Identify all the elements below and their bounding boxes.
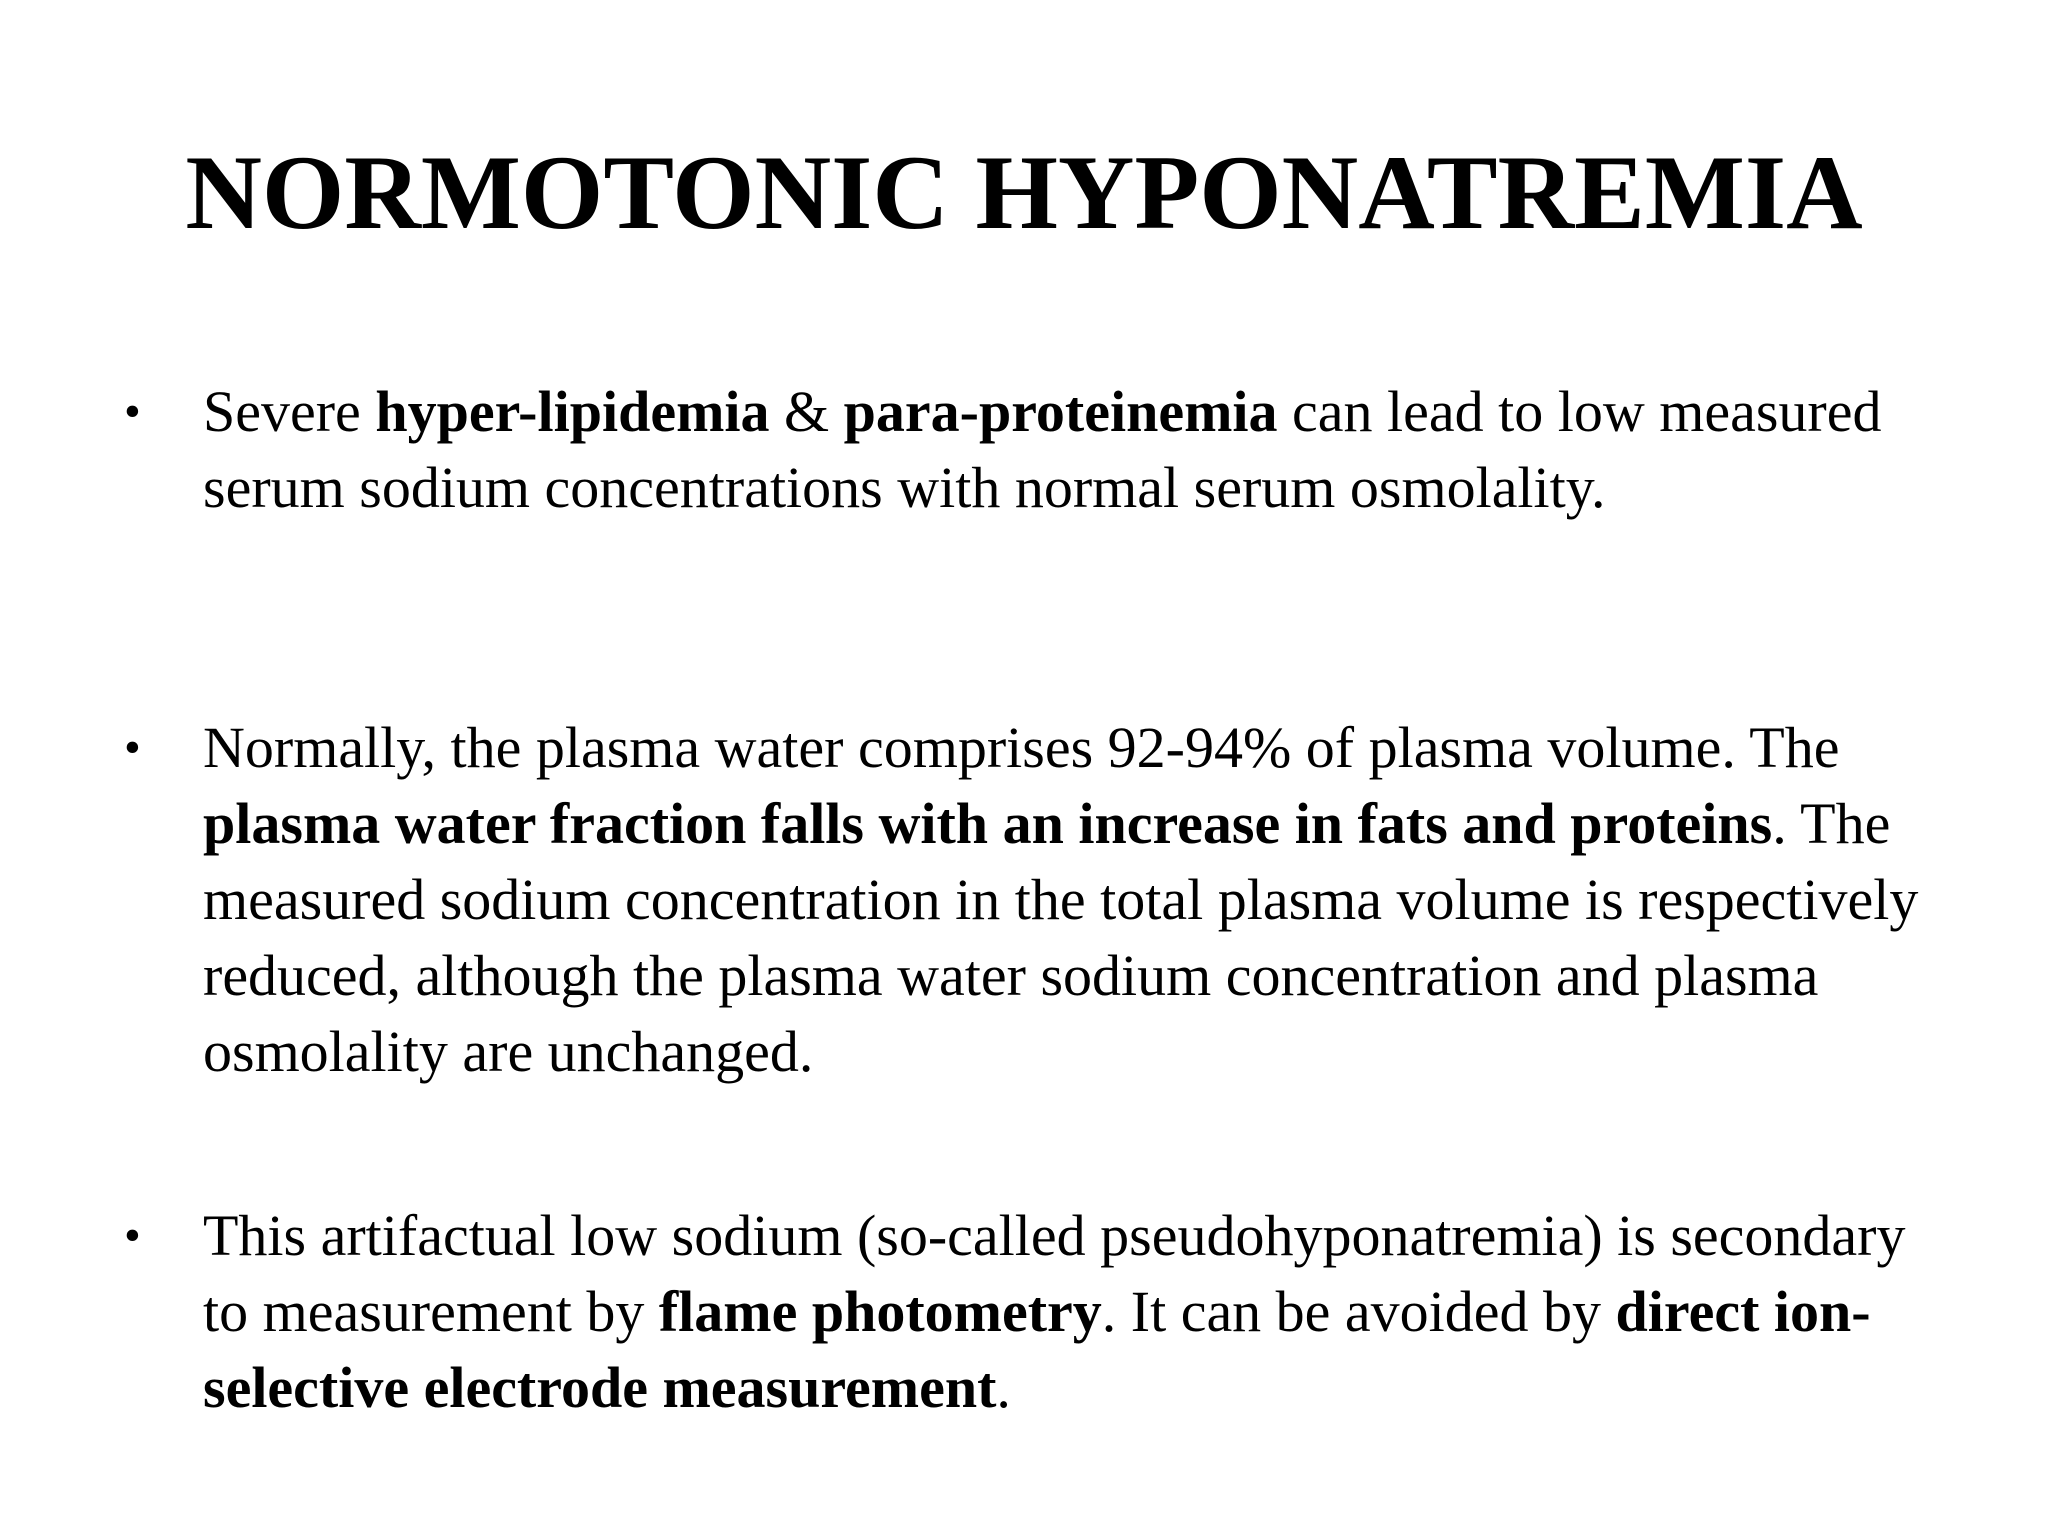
text-segment-bold: plasma water fraction falls with an increase in fats and proteins — [203, 791, 1773, 856]
slide-title: NORMOTONIC HYPONATREMIA — [185, 134, 1863, 251]
text-segment: . It can be avoided by — [1101, 1279, 1616, 1344]
bullet-text — [203, 1198, 1948, 1426]
bullet-icon: • — [124, 1209, 141, 1262]
text-segment: This artifactual low sodium (so-called pseudohyponatremia) is secondary to measurement by — [203, 1203, 1906, 1344]
text-segment: . The measured sodium concentration in the total plasma volume is respectively reduced, although the plasma water sodium concentration and plasma osmolality are unchanged. — [203, 791, 1919, 1084]
bullet-icon: • — [124, 721, 141, 774]
bullet-text — [203, 710, 1948, 1090]
text-segment-bold: para-proteinemia — [843, 379, 1278, 444]
bullet-text — [203, 374, 1948, 526]
text-segment-bold: direct ion-selective electrode measurement — [203, 1279, 1871, 1420]
text-segment: can lead to low measured serum sodium concentrations with normal serum osmolality. — [203, 379, 1882, 520]
text-segment: Severe — [203, 379, 376, 444]
text-segment: & — [769, 379, 844, 444]
text-segment: . — [996, 1355, 1011, 1420]
text-segment: Normally, the plasma water comprises 92-94% of plasma volume. The — [203, 715, 1840, 780]
text-segment-bold: flame photometry — [658, 1279, 1102, 1344]
bullet-icon: • — [124, 385, 141, 438]
text-segment-bold: hyper-lipidemia — [375, 379, 770, 444]
